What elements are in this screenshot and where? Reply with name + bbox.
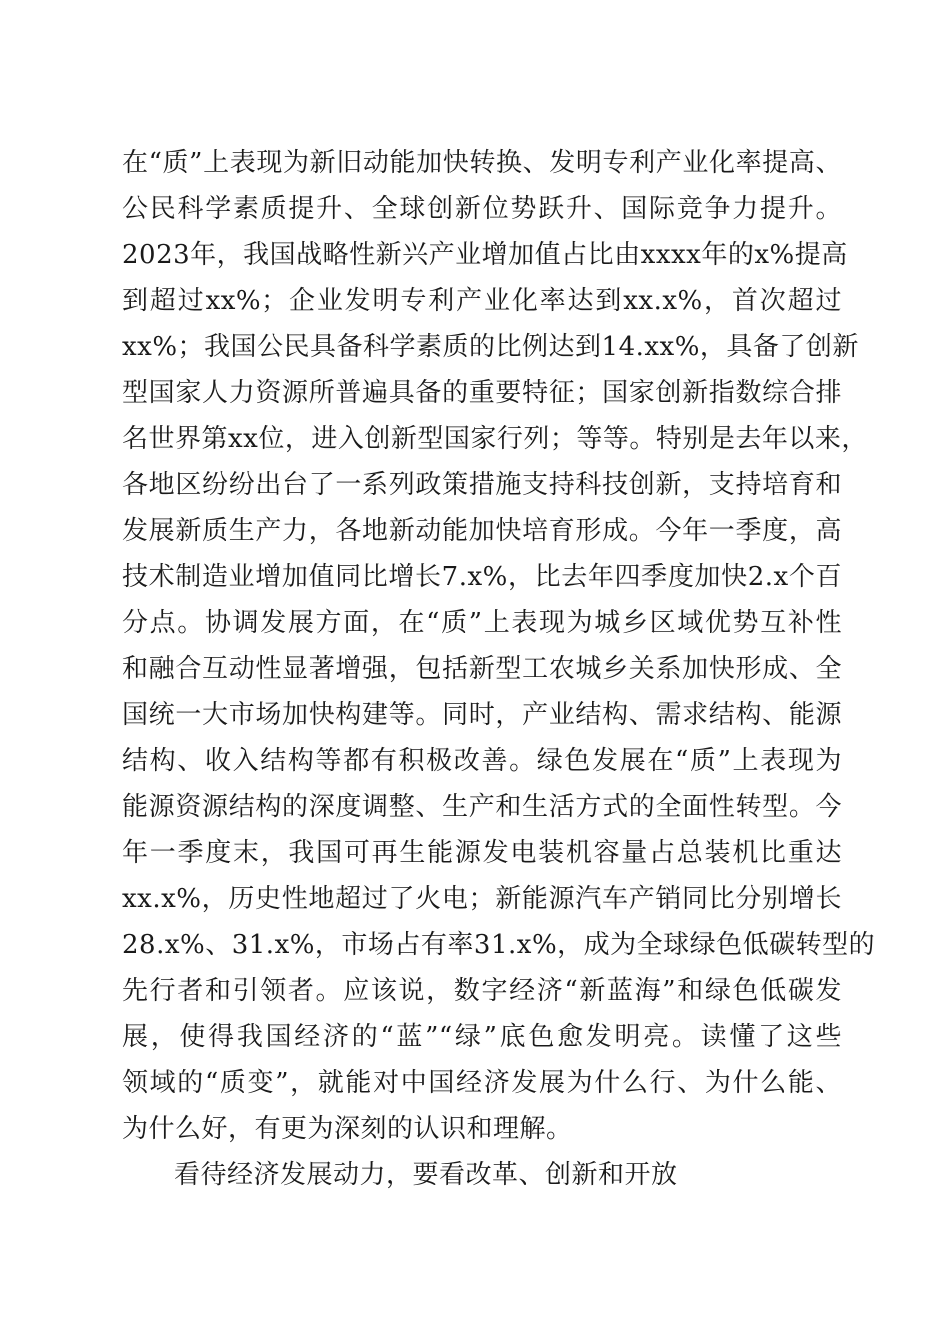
paragraph-line: 为什么好，有更为深刻的认识和理解。 [122,1114,573,1144]
paragraph-line: 结构、收入结构等都有积极改善。绿色发展在“质”上表现为 [122,746,842,776]
paragraph-line: 展，使得我国经济的“蓝”“绿”底色愈发明亮。读懂了这些 [122,1022,842,1052]
paragraph-line: 各地区纷纷出台了一系列政策措施支持科技创新，支持培育和 [122,470,842,500]
paragraph-line: xx%；我国公民具备科学素质的比例达到14.xx%，具备了创新 [122,332,859,362]
paragraph-line: 先行者和引领者。应该说，数字经济“新蓝海”和绿色低碳发 [122,976,842,1006]
paragraph-line: 公民科学素质提升、全球创新位势跃升、国际竞争力提升。 [122,194,842,224]
paragraph-line: 技术制造业增加值同比增长7.x%，比去年四季度加快2.x个百 [122,562,842,592]
paragraph-line: 国统一大市场加快构建等。同时，产业结构、需求结构、能源 [122,700,842,730]
section-heading-line: 看待经济发展动力，要看改革、创新和开放 [174,1160,678,1190]
paragraph-line: 2023年，我国战略性新兴产业增加值占比由xxxx年的x%提高 [122,240,848,270]
paragraph-line: 能源资源结构的深度调整、生产和生活方式的全面性转型。今 [122,792,842,822]
paragraph-line: 在“质”上表现为新旧动能加快转换、发明专利产业化率提高、 [122,148,842,178]
paragraph-line: 发展新质生产力，各地新动能加快培育形成。今年一季度，高 [122,516,842,546]
paragraph-line: 28.x%、31.x%，市场占有率31.x%，成为全球绿色低碳转型的 [122,930,876,960]
paragraph-line: xx.x%，历史性地超过了火电；新能源汽车产销同比分别增长 [122,884,842,914]
paragraph-line: 型国家人力资源所普遍具备的重要特征；国家创新指数综合排 [122,378,842,408]
paragraph-line: 年一季度末，我国可再生能源发电装机容量占总装机比重达 [122,838,842,868]
paragraph-line: 和融合互动性显著增强，包括新型工农城乡关系加快形成、全 [122,654,842,684]
paragraph-line: 分点。协调发展方面，在“质”上表现为城乡区域优势互补性 [122,608,842,638]
paragraph-line: 到超过xx%；企业发明专利产业化率达到xx.x%，首次超过 [122,286,842,316]
document-body [122,140,876,1198]
paragraph-line: 名世界第xx位，进入创新型国家行列；等等。特别是去年以来， [122,424,868,454]
paragraph-line: 领域的“质变”，就能对中国经济发展为什么行、为什么能、 [122,1068,842,1098]
